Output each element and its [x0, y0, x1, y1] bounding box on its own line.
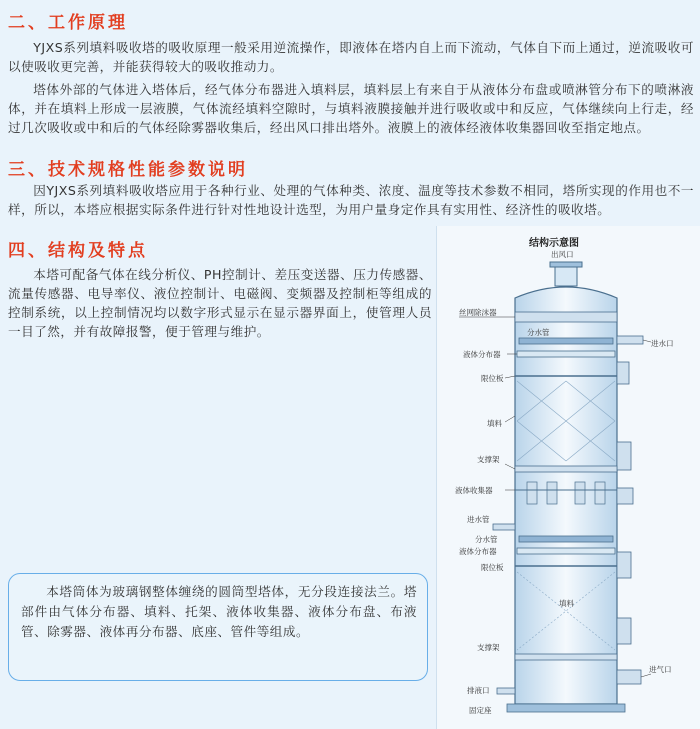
- label-gas-inlet: 进气口: [649, 665, 672, 674]
- gas-inlet-pipe: [617, 670, 641, 684]
- label-limit-plate-top: 限位板: [481, 374, 504, 383]
- note-box: [8, 573, 428, 681]
- diagram-title: 结构示意图: [529, 238, 579, 249]
- side-port-lower: [617, 618, 631, 644]
- label-support-bottom: 支撑架: [477, 643, 500, 652]
- outlet-flange: [550, 262, 582, 267]
- leader-packing-top: [505, 416, 515, 422]
- side-port-mid-1: [617, 442, 631, 470]
- drain-pipe: [497, 688, 515, 694]
- mid-distribution-pipe: [519, 536, 613, 542]
- side-port-mid-2: [617, 552, 631, 578]
- side-port-top: [617, 362, 629, 384]
- label-liquid-distributor-top: 液体分布器: [463, 350, 501, 359]
- label-packing-top: 填料: [487, 419, 502, 428]
- structure-diagram: [436, 226, 700, 729]
- section-heading-tech-specs: 三、技术规格性能参数说明: [8, 160, 248, 180]
- label-drain: 排液口: [467, 686, 490, 695]
- working-principle-paragraph-2: 塔体外部的气体进入塔体后，经气体分布器进入填料层，填料层上有来自于从液体分布盘或喷淋管分布下的喷淋液体，并在填料上形成一层液膜，气体流经填料空隙时，与填料液膜接触并进行吸收或中和反应，气体继续向上行走，经过几次吸收或中和后的气体经除雾器收集后，经出风口排出塔外。液膜上的液体经液体收集器回收至指定地点。: [8, 82, 694, 135]
- label-liquid-inlet-mid: 进水管: [467, 515, 490, 524]
- top-liquid-distributor: [517, 351, 615, 357]
- top-support-frame: [515, 466, 617, 472]
- label-liquid-distributor-mid: 液体分布器: [459, 547, 497, 556]
- label-support-top: 支撑架: [477, 455, 500, 464]
- bottom-support-frame: [515, 654, 617, 660]
- demister-pad: [515, 312, 617, 322]
- label-base: 固定座: [469, 706, 492, 715]
- collector-outlet: [617, 488, 633, 504]
- tower-diagram-svg: [437, 226, 700, 729]
- label-limit-plate-mid: 限位板: [481, 563, 504, 572]
- top-liquid-inlet: [617, 336, 643, 344]
- label-dist-pipe-top: 分水管: [527, 328, 550, 337]
- leader-liquid-inlet-top: [643, 340, 651, 342]
- section-heading-working-principle: 二、工作原理: [8, 13, 128, 33]
- label-liquid-collector: 液体收集器: [455, 486, 493, 495]
- working-principle-paragraph-1: YJXS系列填料吸收塔的吸收原理一般采用逆流操作，即液体在塔内自上而下流动，气体自下而上通过，逆流吸收可以使吸收更完善，并能获得较大的吸收推动力。: [8, 40, 694, 74]
- leader-limit-plate-top: [505, 376, 515, 378]
- label-demister: 丝网除沫器: [459, 308, 497, 317]
- leader-gas-inlet: [641, 674, 651, 677]
- section-heading-structure: 四、结构及特点: [8, 241, 148, 261]
- note-box-text: 本塔筒体为玻璃钢整体缠绕的圆筒型塔体，无分段连接法兰。塔部件由气体分布器、填料、托架、液体收集器、液体分布盘、布液管、除雾器、液体再分布器、底座、管件等组成。: [21, 584, 417, 639]
- label-liquid-inlet-top: 进水口: [651, 339, 674, 348]
- leader-support-top: [505, 464, 515, 469]
- tech-specs-paragraph: 因YJXS系列填料吸收塔应用于各种行业、处理的气体种类、浓度、温度等技术参数不相同，塔所实现的作用也不一样，所以，本塔应根据实际条件进行针对性地设计选型，为用户量身定作具有实用性、经济性的吸收塔。: [8, 183, 694, 217]
- mid-liquid-inlet: [493, 524, 515, 530]
- outlet-pipe: [555, 266, 577, 286]
- tower-base: [507, 704, 625, 712]
- label-packing-bottom: 填料: [559, 599, 574, 608]
- structure-paragraph: 本塔可配备气体在线分析仪、PH控制计、差压变送器、压力传感器、流量传感器、电导率仪、液位控制计、电磁阀、变频器及控制柜等组成的控制系统，以上控制情况均以数字形式显示在显示器界面上，使管理人员一目了然，并有故障报警，便于管理与维护。: [8, 267, 432, 339]
- top-distribution-pipe: [519, 338, 613, 344]
- label-outlet: 出风口: [551, 250, 574, 259]
- label-dist-pipe-mid: 分水管: [475, 535, 498, 544]
- mid-liquid-distributor: [517, 548, 615, 554]
